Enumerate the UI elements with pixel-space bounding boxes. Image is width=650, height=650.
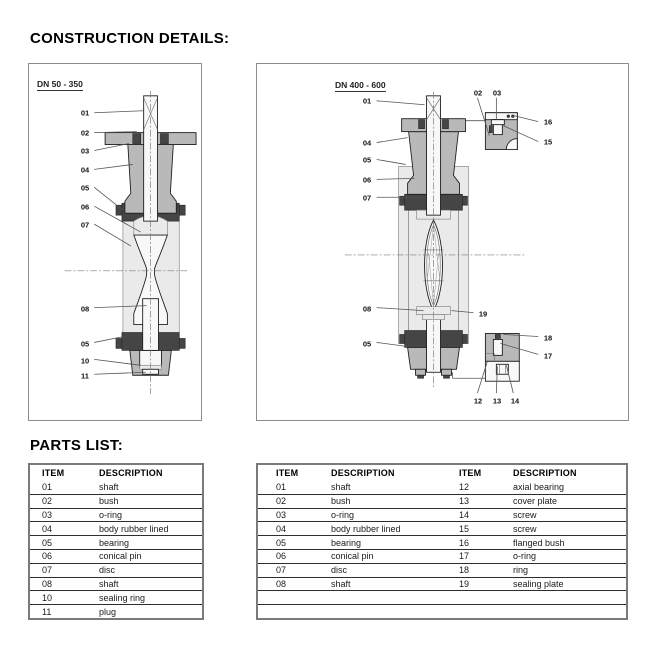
callout-11: 11 xyxy=(81,371,89,381)
column-header-description: DESCRIPTION xyxy=(513,467,577,478)
description-cell: o-ring xyxy=(331,509,355,520)
description-cell: ring xyxy=(513,565,529,576)
description-cell: plug xyxy=(99,606,117,617)
item-cell: 03 xyxy=(42,509,53,520)
diagram-panel-dn50-350 xyxy=(28,63,202,421)
callout-15: 15 xyxy=(543,137,553,147)
callout-07: 07 xyxy=(80,220,90,230)
description-cell: screw xyxy=(513,523,537,534)
column-header-description: DESCRIPTION xyxy=(331,467,395,478)
item-cell: 19 xyxy=(459,578,470,589)
table-row xyxy=(258,521,626,535)
item-cell: 08 xyxy=(276,578,287,589)
callout-14: 14 xyxy=(510,396,520,406)
column-header-description: DESCRIPTION xyxy=(99,467,163,478)
column-header-item: ITEM xyxy=(42,467,65,478)
item-cell: 05 xyxy=(42,537,53,548)
description-cell: cover plate xyxy=(513,496,558,507)
item-cell: 06 xyxy=(276,551,287,562)
description-cell: o-ring xyxy=(513,551,537,562)
item-cell: 06 xyxy=(42,551,53,562)
item-cell: 02 xyxy=(276,496,287,507)
description-cell: body rubber lined xyxy=(99,523,169,534)
table-row xyxy=(30,577,202,591)
description-cell: disc xyxy=(99,565,116,576)
callout-17: 17 xyxy=(543,351,553,361)
callout-01: 01 xyxy=(80,108,90,118)
column-header-item: ITEM xyxy=(276,467,299,478)
table-row xyxy=(30,604,202,618)
page-title: CONSTRUCTION DETAILS: xyxy=(30,30,230,47)
item-cell: 15 xyxy=(459,523,470,534)
callout-08: 08 xyxy=(80,304,90,314)
table-row xyxy=(30,549,202,563)
callout-13: 13 xyxy=(492,396,502,406)
parts-list-title: PARTS LIST: xyxy=(30,437,124,454)
table-row xyxy=(258,494,626,508)
table-row xyxy=(258,508,626,522)
description-cell: bearing xyxy=(99,537,130,548)
diagram-panel-dn400-600 xyxy=(256,63,629,421)
callout-06: 06 xyxy=(80,202,90,212)
valve-drawing-dn400-600 xyxy=(257,64,628,420)
dn-range-label: DN 50 - 350 xyxy=(37,79,83,89)
description-cell: body rubber lined xyxy=(331,523,401,534)
description-cell: disc xyxy=(331,565,348,576)
description-cell: conical pin xyxy=(331,551,374,562)
item-cell: 18 xyxy=(459,565,470,576)
table-row xyxy=(258,604,626,618)
description-cell: bush xyxy=(331,496,351,507)
table-header-row xyxy=(258,465,626,480)
description-cell: bush xyxy=(99,496,119,507)
item-cell: 04 xyxy=(276,523,287,534)
valve-drawing-dn50-350 xyxy=(29,64,201,420)
callout-19: 19 xyxy=(478,309,488,319)
callout-10: 10 xyxy=(80,356,90,366)
item-cell: 13 xyxy=(459,496,470,507)
table-row xyxy=(258,590,626,604)
description-cell: shaft xyxy=(331,481,351,492)
description-cell: axial bearing xyxy=(513,481,565,492)
description-cell: screw xyxy=(513,509,537,520)
description-cell: o-ring xyxy=(99,509,123,520)
item-cell: 16 xyxy=(459,537,470,548)
inset-axial-bearing xyxy=(485,333,519,381)
parts-table-dn50-350 xyxy=(28,463,204,620)
inset-flanged-bush xyxy=(485,113,517,150)
item-cell: 07 xyxy=(276,565,287,576)
item-cell: 08 xyxy=(42,578,53,589)
table-row xyxy=(258,563,626,577)
callout-04: 04 xyxy=(362,138,372,148)
description-cell: shaft xyxy=(99,578,119,589)
table-body xyxy=(30,480,202,618)
callout-04: 04 xyxy=(80,165,90,175)
callout-06: 06 xyxy=(362,175,372,185)
description-cell: flanged bush xyxy=(513,537,565,548)
description-cell: shaft xyxy=(331,578,351,589)
parts-table-dn400-600 xyxy=(256,463,628,620)
table-row xyxy=(258,549,626,563)
table-row xyxy=(30,563,202,577)
description-cell: sealing ring xyxy=(99,592,146,603)
item-cell: 04 xyxy=(42,523,53,534)
callout-03: 03 xyxy=(80,146,90,156)
callout-07: 07 xyxy=(362,193,372,203)
item-cell: 02 xyxy=(42,496,53,507)
callout-12: 12 xyxy=(473,396,483,406)
table-row xyxy=(258,480,626,494)
dn-range-label: DN 400 - 600 xyxy=(335,80,386,90)
description-cell: sealing plate xyxy=(513,578,564,589)
item-cell: 12 xyxy=(459,481,470,492)
callout-05: 05 xyxy=(362,339,372,349)
callout-03: 03 xyxy=(492,88,502,98)
description-cell: bearing xyxy=(331,537,362,548)
callout-05: 05 xyxy=(80,183,90,193)
description-cell: conical pin xyxy=(99,551,142,562)
table-body xyxy=(258,480,626,618)
table-row xyxy=(30,521,202,535)
callout-08: 08 xyxy=(362,304,372,314)
callout-01: 01 xyxy=(362,96,372,106)
callout-18: 18 xyxy=(543,333,553,343)
table-row xyxy=(30,590,202,604)
item-cell: 03 xyxy=(276,509,287,520)
table-row xyxy=(30,494,202,508)
item-cell: 01 xyxy=(276,481,287,492)
callout-05: 05 xyxy=(362,155,372,165)
callout-02: 02 xyxy=(473,88,483,98)
table-row xyxy=(30,480,202,494)
item-cell: 10 xyxy=(42,592,53,603)
callout-16: 16 xyxy=(543,117,553,127)
item-cell: 01 xyxy=(42,481,53,492)
table-row xyxy=(258,535,626,549)
item-cell: 05 xyxy=(276,537,287,548)
description-cell: shaft xyxy=(99,481,119,492)
table-row xyxy=(30,508,202,522)
table-row xyxy=(30,535,202,549)
item-cell: 11 xyxy=(42,606,52,617)
column-header-item: ITEM xyxy=(459,467,482,478)
callout-05: 05 xyxy=(80,339,90,349)
table-row xyxy=(258,577,626,591)
table-header-row xyxy=(30,465,202,480)
item-cell: 07 xyxy=(42,565,53,576)
callout-02: 02 xyxy=(80,128,90,138)
item-cell: 17 xyxy=(459,551,470,562)
item-cell: 14 xyxy=(459,509,470,520)
